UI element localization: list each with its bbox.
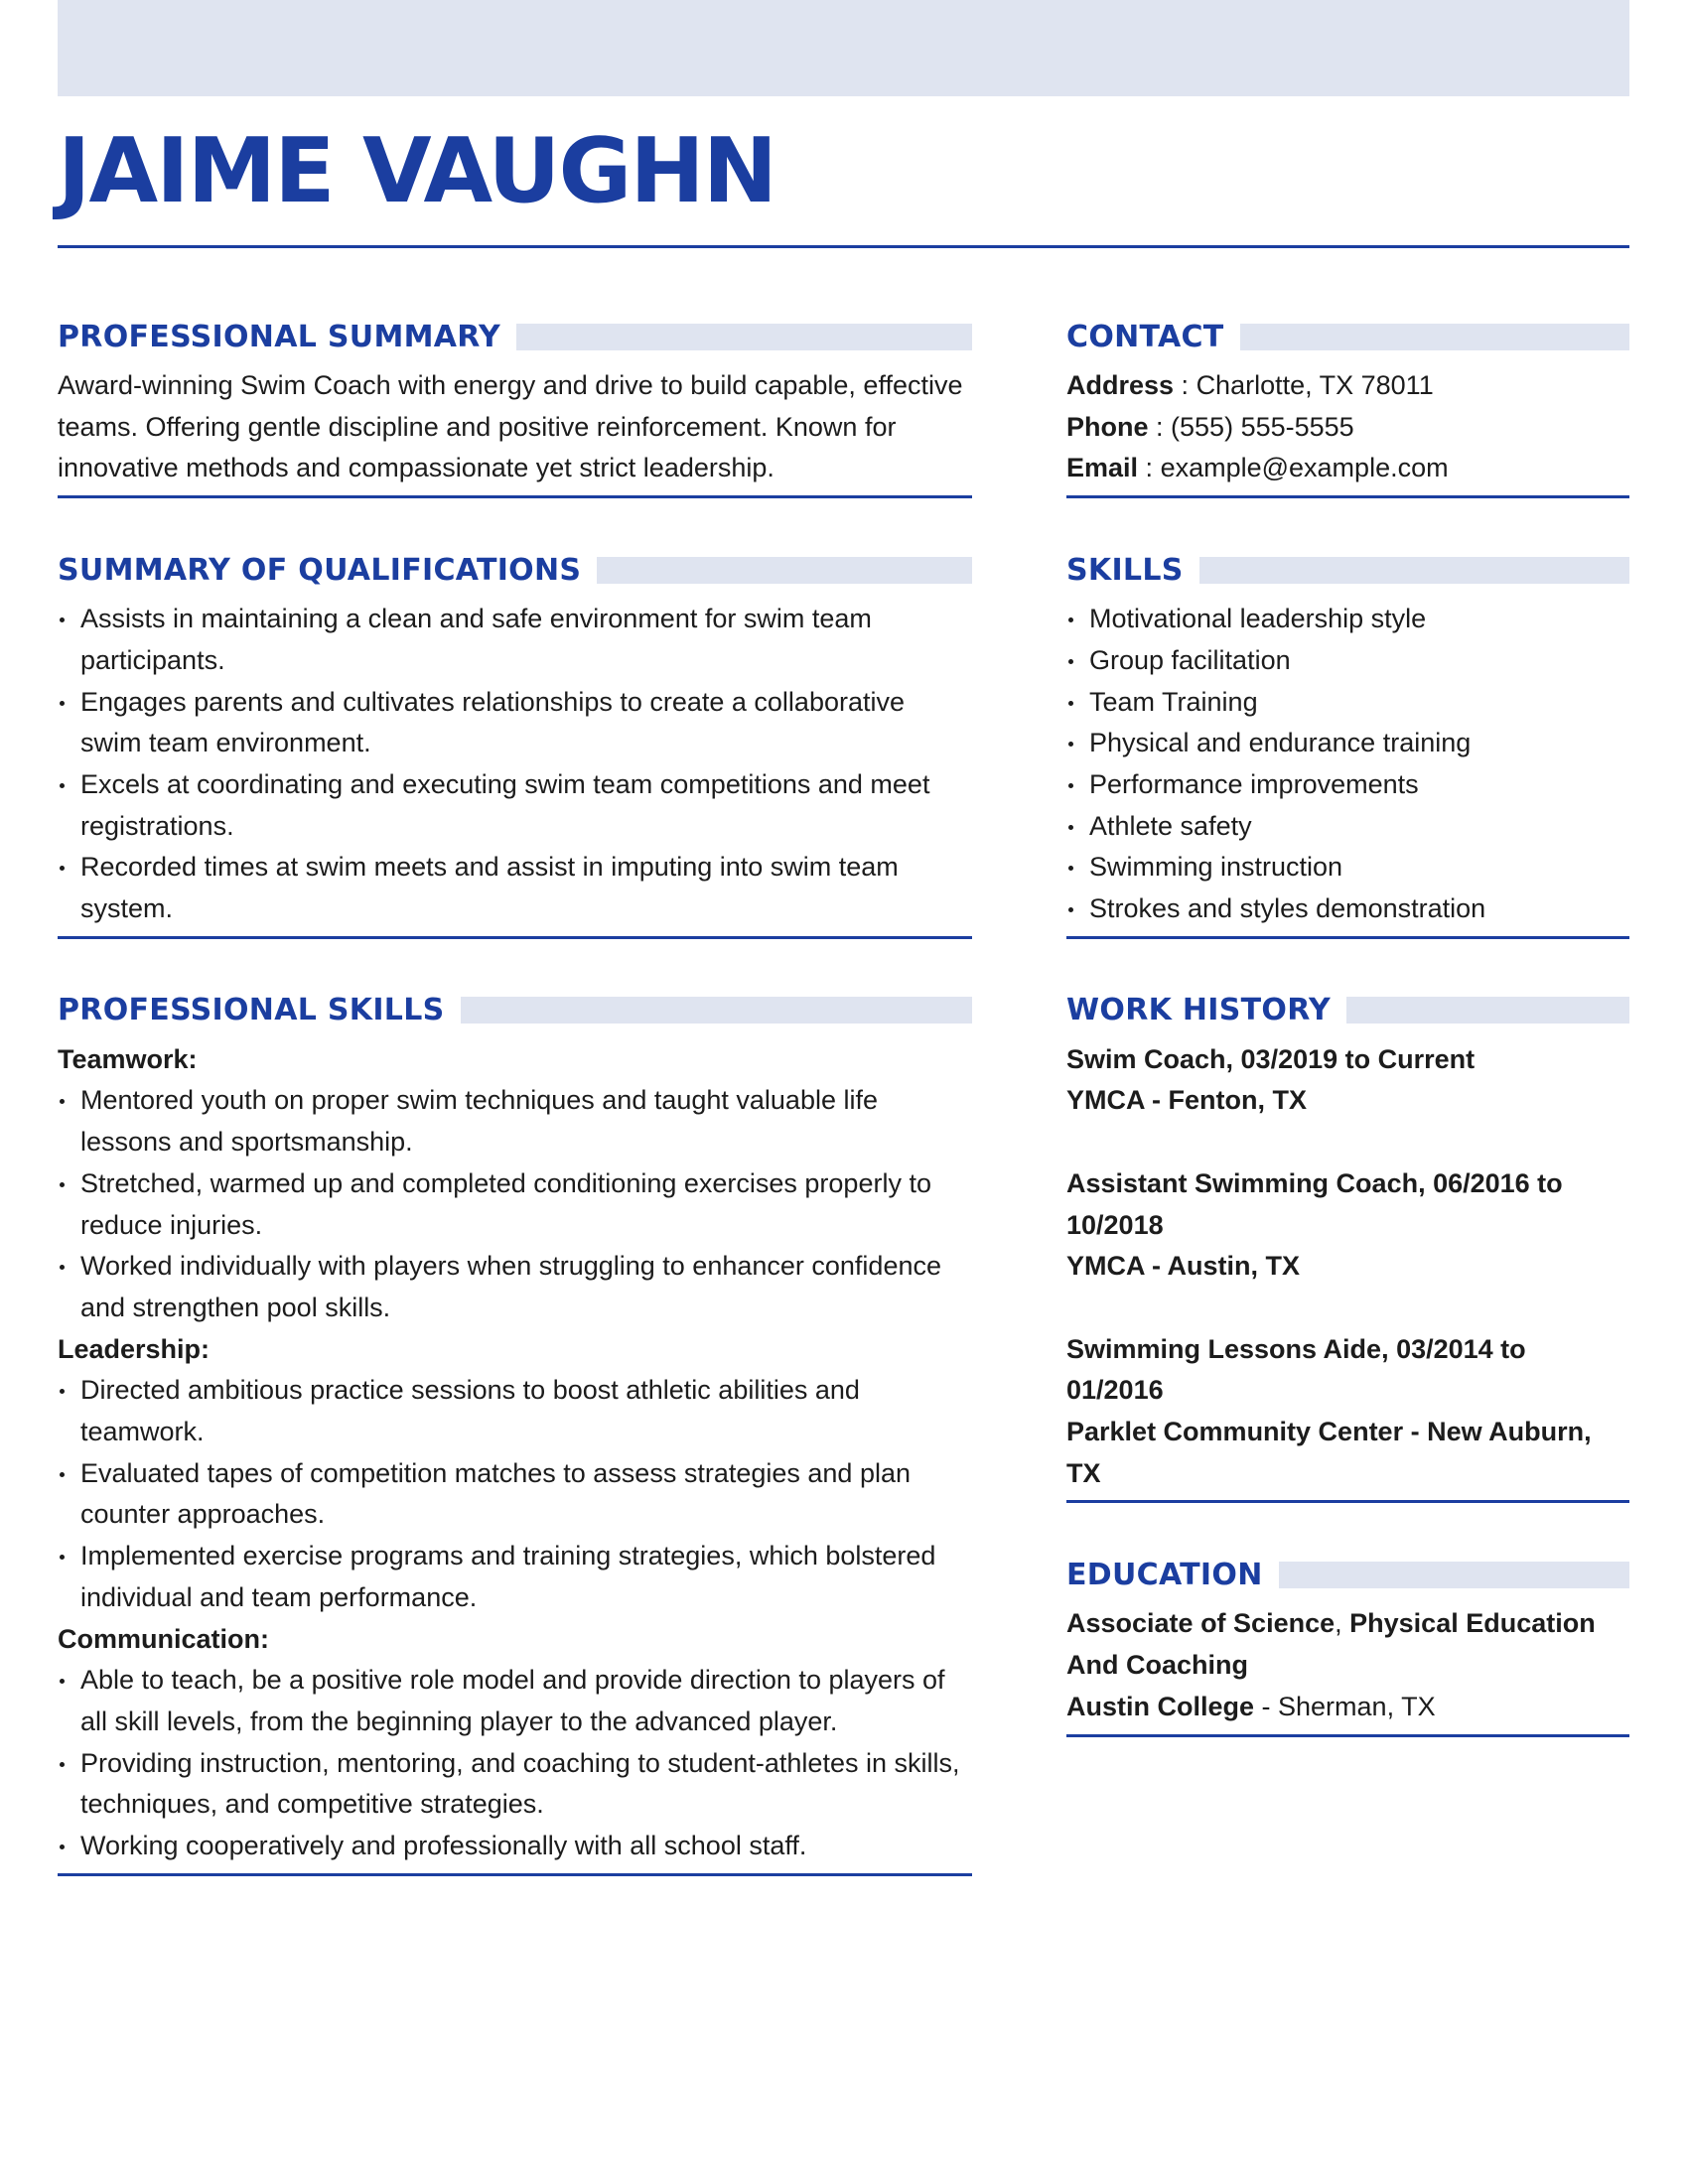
list-item: Implemented exercise programs and training strategies, which bolstered individual and team performance.: [58, 1536, 972, 1618]
section-title-bar: [1279, 1562, 1629, 1588]
header-band: [58, 0, 1629, 96]
professional-skills-section: [58, 986, 972, 1876]
list-item: Worked individually with players when struggling to enhancer confidence and strengthen pool skills.: [58, 1246, 972, 1328]
section-title-bar: [597, 557, 972, 584]
qualifications-section: [58, 545, 972, 939]
professional-summary-section: [58, 312, 972, 498]
list-item: Evaluated tapes of competition matches to assess strategies and plan counter approaches.: [58, 1453, 972, 1536]
job-role: Assistant Swimming Coach, 06/2016 to 10/2018: [1066, 1167, 1563, 1240]
education-section: [1066, 1550, 1629, 1736]
job-org: YMCA - Fenton, TX: [1066, 1085, 1307, 1116]
job-entry: [1066, 1329, 1629, 1495]
email-label: Email: [1066, 453, 1139, 483]
job-org: YMCA - Austin, TX: [1066, 1251, 1300, 1282]
list-item: Performance improvements: [1066, 764, 1629, 806]
list-item: Motivational leadership style: [1066, 599, 1629, 640]
skill-group-list: [58, 1080, 972, 1328]
summary-text: Award-winning Swim Coach with energy and drive to build capable, effective teams. Offering gentle discipline and positive reinforcement. Known for innovative methods and compassionate yet strict leadership.: [58, 370, 963, 483]
work-history-section: [1066, 986, 1629, 1504]
degree: Associate of Science: [1066, 1608, 1336, 1639]
contact-phone: Phone : (555) 555-5555: [1066, 411, 1354, 442]
section-title: SKILLS: [1066, 552, 1184, 588]
list-item: Engages parents and cultivates relationships to create a collaborative swim team environment.: [58, 682, 972, 764]
skill-group-heading: Leadership:: [58, 1333, 211, 1364]
email-value: example@example.com: [1160, 453, 1449, 483]
section-title: PROFESSIONAL SUMMARY: [58, 319, 501, 354]
list-item: Recorded times at swim meets and assist in imputing into swim team system.: [58, 847, 972, 929]
job-entry: [1066, 1039, 1629, 1122]
field-of-study: Physical Education And Coaching: [1066, 1608, 1596, 1681]
list-item: Swimming instruction: [1066, 847, 1629, 888]
list-item: Group facilitation: [1066, 640, 1629, 682]
skill-group-list: [58, 1660, 972, 1867]
right-column: [1066, 312, 1629, 1784]
list-item: Physical and endurance training: [1066, 723, 1629, 764]
phone-label: Phone: [1066, 411, 1149, 442]
candidate-name: JAIME VAUGHN: [58, 119, 776, 223]
section-title-bar: [516, 324, 972, 350]
list-item: Mentored youth on proper swim techniques and taught valuable life lessons and sportsmanship.: [58, 1080, 972, 1162]
qualifications-list: [58, 599, 972, 930]
address-value: Charlotte, TX 78011: [1196, 370, 1434, 400]
contact-section: [1066, 312, 1629, 498]
list-item: Providing instruction, mentoring, and coaching to student-athletes in skills, techniques, and competitive strategies.: [58, 1743, 972, 1826]
header-rule: [58, 245, 1629, 248]
skills-section: [1066, 545, 1629, 939]
contact-email: Email : example@example.com: [1066, 453, 1449, 483]
job-role: Swim Coach, 03/2019 to Current: [1066, 1043, 1476, 1074]
job-org: Parklet Community Center - New Auburn, TX: [1066, 1417, 1592, 1488]
job-entry: [1066, 1163, 1629, 1288]
phone-value: (555) 555-5555: [1171, 411, 1354, 442]
section-title-bar: [461, 997, 972, 1024]
education-degree-line: Associate of Science, Physical Education And Coaching: [1066, 1608, 1596, 1681]
section-title: WORK HISTORY: [1066, 993, 1332, 1028]
list-item: Working cooperatively and professionally with all school staff.: [58, 1826, 972, 1867]
list-item: Stretched, warmed up and completed conditioning exercises properly to reduce injuries.: [58, 1163, 972, 1246]
list-item: Assists in maintaining a clean and safe environment for swim team participants.: [58, 599, 972, 681]
section-title: CONTACT: [1066, 319, 1224, 354]
address-label: Address: [1066, 370, 1175, 400]
list-item: Excels at coordinating and executing swim team competitions and meet registrations.: [58, 764, 972, 847]
section-title: EDUCATION: [1066, 1557, 1263, 1592]
skill-group-list: [58, 1370, 972, 1618]
left-column: [58, 312, 972, 1923]
skill-group-heading: Teamwork:: [58, 1043, 198, 1074]
section-title-bar: [1240, 324, 1629, 350]
contact-address: Address : Charlotte, TX 78011: [1066, 370, 1434, 400]
education-school-line: Austin College - Sherman, TX: [1066, 1691, 1436, 1721]
skill-group-heading: Communication:: [58, 1623, 269, 1654]
list-item: Team Training: [1066, 682, 1629, 724]
list-item: Able to teach, be a positive role model and provide direction to players of all skill levels, from the beginning player to the advanced player.: [58, 1660, 972, 1742]
section-title-bar: [1346, 997, 1629, 1024]
section-title: SUMMARY OF QUALIFICATIONS: [58, 552, 582, 588]
school-location: Sherman, TX: [1278, 1691, 1436, 1721]
section-title: PROFESSIONAL SKILLS: [58, 993, 445, 1028]
list-item: Directed ambitious practice sessions to boost athletic abilities and teamwork.: [58, 1370, 972, 1452]
school: Austin College: [1066, 1691, 1255, 1721]
skills-list: [1066, 599, 1629, 930]
list-item: Athlete safety: [1066, 806, 1629, 848]
section-title-bar: [1199, 557, 1629, 584]
list-item: Strokes and styles demonstration: [1066, 888, 1629, 930]
job-role: Swimming Lessons Aide, 03/2014 to 01/2016: [1066, 1333, 1526, 1406]
